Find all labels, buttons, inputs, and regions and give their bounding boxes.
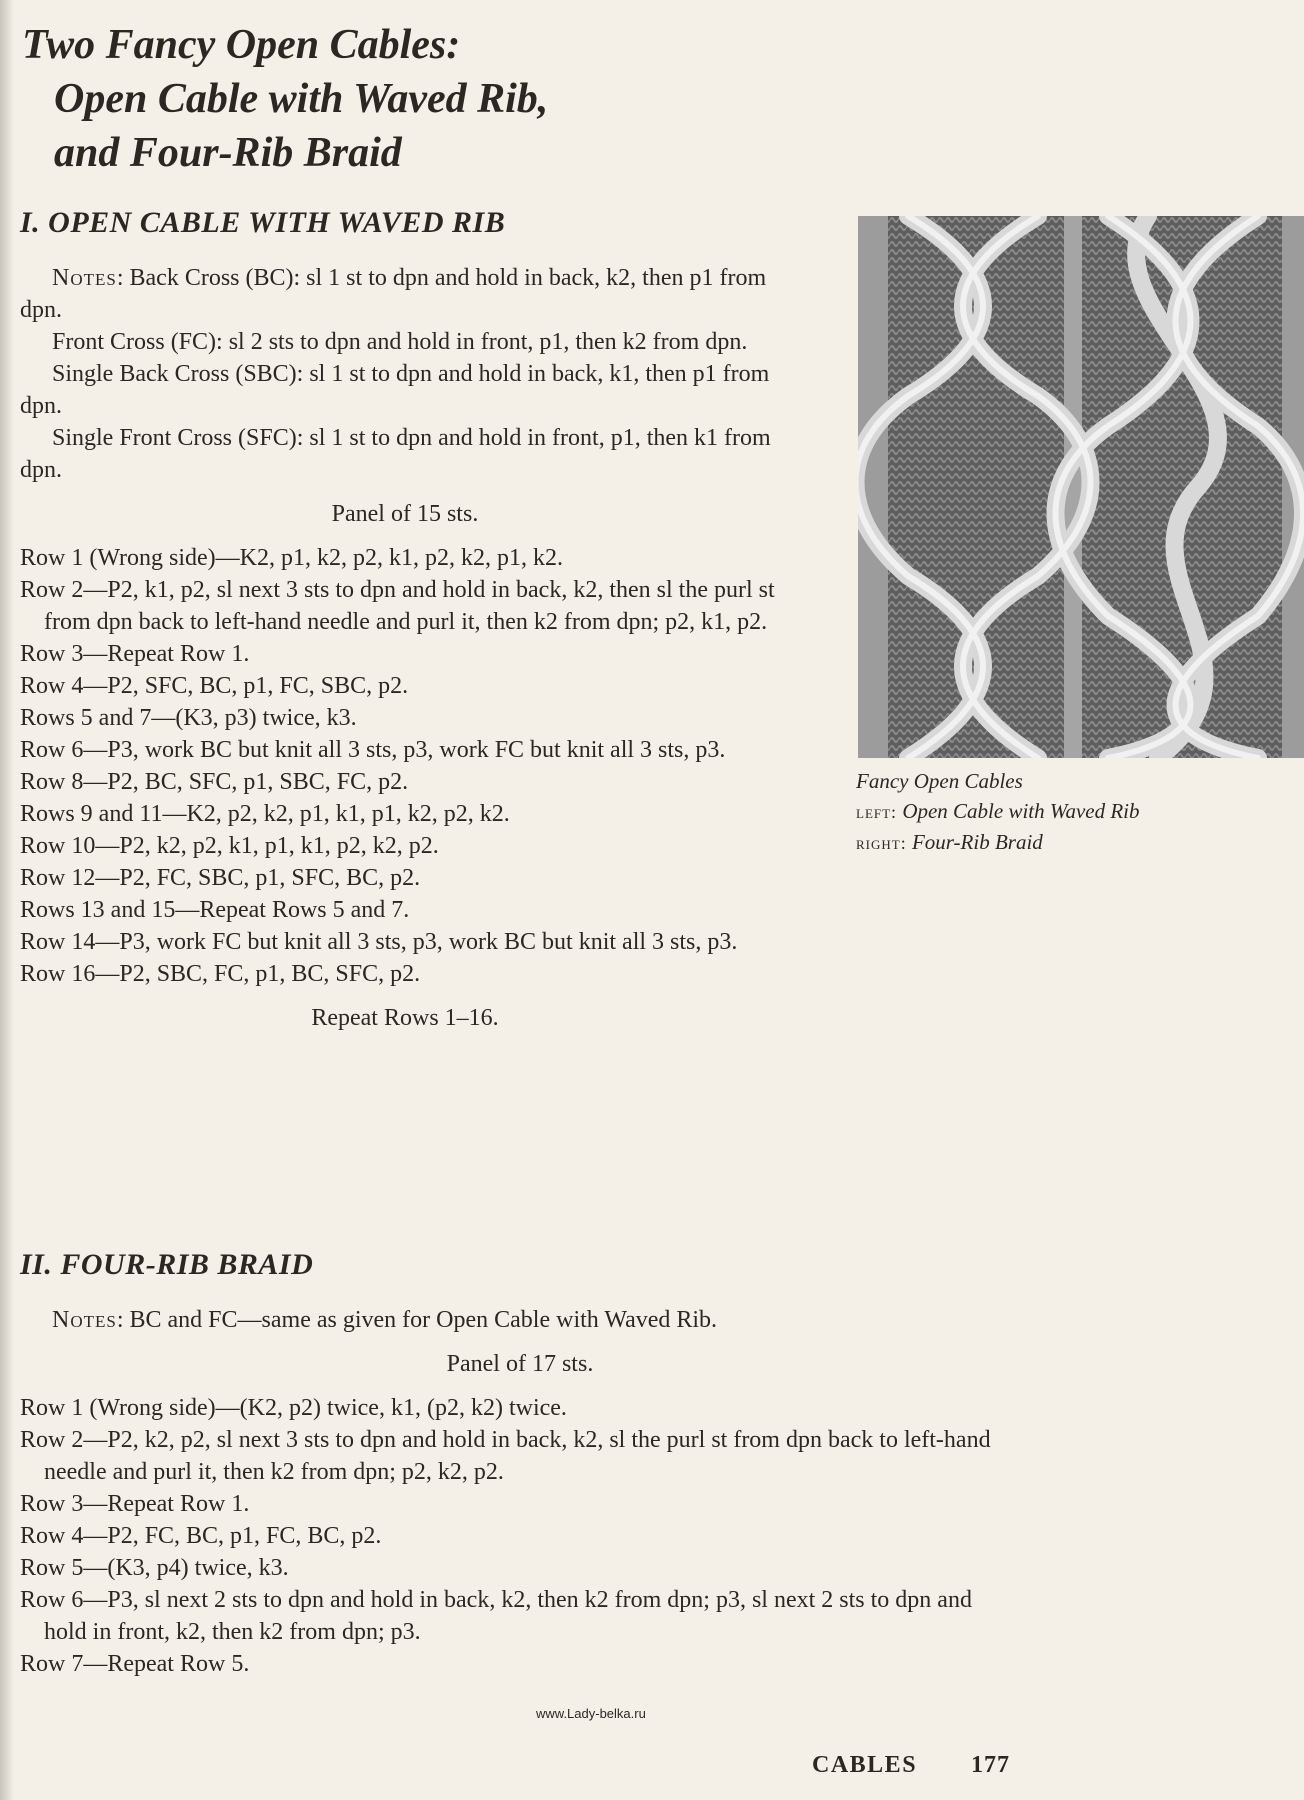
note-single-front-cross: Single Front Cross (SFC): sl 1 st to dpn and hold in front, p1, then k1 from dpn. [20, 425, 771, 483]
row-instruction: Rows 9 and 11—K2, p2, k2, p1, k1, p1, k2, p2, k2. [20, 801, 510, 827]
row-instruction: Row 10—P2, k2, p2, k1, p1, k1, p2, k2, p2. [20, 833, 439, 859]
row-instruction: Row 14—P3, work FC but knit all 3 sts, p3, work BC but knit all 3 sts, p3. [20, 929, 738, 955]
row-instruction: Row 2—P2, k1, p2, sl next 3 sts to dpn and hold in back, k2, then sl the purl st from dpn back to left-hand needle and purl it, then k2 from dpn; p2, k1, p2. [20, 577, 775, 635]
note-single-back-cross: Single Back Cross (SBC): sl 1 st to dpn and hold in back, k1, then p1 from dpn. [20, 361, 770, 419]
knitted-cables-image [858, 216, 1304, 758]
cable-swatch-photo [858, 216, 1304, 758]
row-instruction: Row 16—P2, SBC, FC, p1, BC, SFC, p2. [20, 961, 421, 987]
title-line-3: and Four-Rib Braid [54, 130, 402, 176]
page-edge-shadow [0, 0, 14, 1800]
page-number: 177 [971, 1752, 1011, 1778]
notes-label: Notes [52, 265, 117, 291]
note-back-cross: Notes: Back Cross (BC): sl 1 st to dpn and hold in back, k2, then p1 from dpn. [20, 265, 767, 323]
row-instruction: Row 7—Repeat Row 5. [20, 1651, 250, 1677]
section-2-heading: II. FOUR-RIB BRAID [20, 1248, 314, 1281]
photo-caption [856, 766, 1140, 858]
watermark: www.Lady-belka.ru [536, 1706, 646, 1721]
row-instruction: Rows 5 and 7—(K3, p3) twice, k3. [20, 705, 357, 731]
row-instruction: Rows 13 and 15—Repeat Rows 5 and 7. [20, 897, 410, 923]
title-line-1: Two Fancy Open Cables: [22, 22, 461, 68]
section-2-body [20, 1304, 1020, 1680]
running-footer-section: CABLES [812, 1752, 918, 1778]
note-bc-fc: Notes: BC and FC—same as given for Open Cable with Waved Rib. [52, 1307, 718, 1333]
caption-title: Fancy Open Cables [856, 769, 1023, 793]
row-instruction: Row 1 (Wrong side)—(K2, p2) twice, k1, (p2, k2) twice. [20, 1395, 567, 1421]
row-instruction: Row 3—Repeat Row 1. [20, 1491, 250, 1517]
row-instruction: Row 4—P2, SFC, BC, p1, FC, SBC, p2. [20, 673, 409, 699]
row-instruction: Row 6—P3, work BC but knit all 3 sts, p3, work FC but knit all 3 sts, p3. [20, 737, 726, 763]
row-instruction: Row 4—P2, FC, BC, p1, FC, BC, p2. [20, 1523, 382, 1549]
page-footer [812, 1752, 1010, 1779]
repeat-instruction: Repeat Rows 1–16. [311, 1005, 499, 1031]
note-front-cross: Front Cross (FC): sl 2 sts to dpn and hold in front, p1, then k2 from dpn. [52, 329, 748, 355]
row-instruction: Row 3—Repeat Row 1. [20, 641, 250, 667]
caption-left: left: Open Cable with Waved Rib [856, 799, 1140, 823]
row-instruction: Row 5—(K3, p4) twice, k3. [20, 1555, 289, 1581]
row-instruction: Row 8—P2, BC, SFC, p1, SBC, FC, p2. [20, 769, 409, 795]
page-title [22, 18, 548, 180]
section-1-body [20, 262, 790, 1046]
title-line-2: Open Cable with Waved Rib, [54, 76, 549, 122]
panel-size: Panel of 17 sts. [446, 1351, 594, 1377]
row-instruction: Row 2—P2, k2, p2, sl next 3 sts to dpn and hold in back, k2, sl the purl st from dpn back to left-hand needle and purl it, then k2 from dpn; p2, k2, p2. [20, 1427, 991, 1485]
row-instruction: Row 6—P3, sl next 2 sts to dpn and hold in back, k2, then k2 from dpn; p3, sl next 2 sts to dpn and hold in front, k2, then k2 from dpn; p3. [20, 1587, 972, 1645]
caption-right: right: Four-Rib Braid [856, 830, 1043, 854]
panel-size: Panel of 15 sts. [331, 501, 479, 527]
row-instruction: Row 1 (Wrong side)—K2, p1, k2, p2, k1, p2, k2, p1, k2. [20, 545, 563, 571]
section-1-heading: I. OPEN CABLE WITH WAVED RIB [20, 206, 506, 239]
row-instruction: Row 12—P2, FC, SBC, p1, SFC, BC, p2. [20, 865, 421, 891]
